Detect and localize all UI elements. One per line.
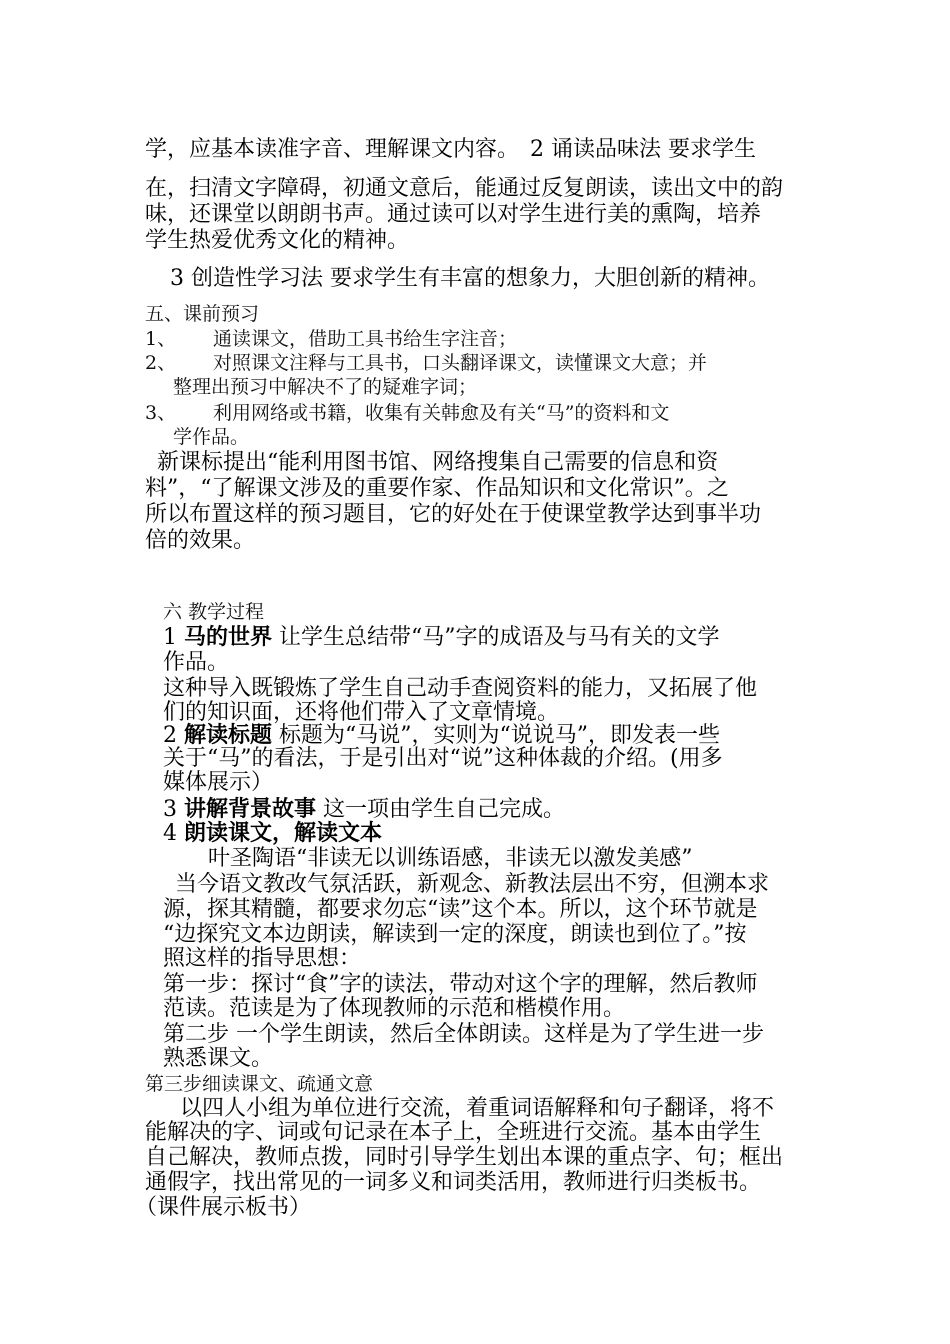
step-2-line (163, 722, 720, 749)
preview-item-number: 2、 (145, 352, 177, 374)
step-title: 朗读课文，解读文本 (184, 820, 383, 846)
preview-item-text: 通读课文，借助工具书给生字注音； (213, 328, 518, 350)
preview-item-text: 整理出预习中解决不了的疑难字词； (173, 376, 478, 398)
step-text-line: 们的知识面，还将他们带入了文章情境。 (163, 700, 560, 725)
preview-item-number: 3、 (145, 402, 177, 424)
step-3-line (163, 796, 565, 823)
step-number: 3 (163, 797, 184, 822)
step-text-line: 作品。 (163, 650, 230, 675)
sub-step-paragraph-line: （课件展示板书） (135, 1195, 312, 1220)
preview-item-text: 学作品。 (173, 426, 250, 448)
reading-paragraph-line: 照这样的指导思想： (163, 946, 362, 971)
quote-line: 叶圣陶语“非读无以训练语感，非读无以激发美感” (208, 846, 693, 871)
step-title: 解读标题 (184, 722, 273, 748)
preview-paragraph-line: 所以布置这样的预习题目，它的好处在于使课堂教学达到事半功 (145, 502, 762, 527)
preview-item-text: 对照课文注释与工具书，口头翻译课文，读懂课文大意；并 (213, 352, 708, 374)
sub-step-line: 熟悉课文。 (163, 1046, 274, 1071)
method-text-line: 学，应基本读准字音、理解课文内容。 2 诵读品味法 要求学生 (145, 137, 756, 162)
reading-paragraph-line: “边探究文本边朗读，解读到一定的深度，朗读也到位了。”按 (163, 922, 747, 947)
preview-item-number: 1、 (145, 328, 177, 350)
sub-step-line: 第二步 一个学生朗读，然后全体朗读。这样是为了学生进一步 (163, 1022, 764, 1047)
step-number: 4 (163, 821, 184, 846)
step-text: 这一项由学生自己完成。 (316, 797, 566, 822)
step-text-line: 关于“马”的看法，于是引出对“说”这种体裁的介绍。(用多 (163, 746, 723, 771)
step-title: 马的世界 (184, 624, 273, 650)
sub-step-paragraph-line: 以四人小组为单位进行交流，着重词语解释和句子翻译，将不 (180, 1096, 775, 1121)
method-text-line: 味，还课堂以朗朗书声。通过读可以对学生进行美的熏陶，培养 (145, 202, 762, 227)
step-4-line (163, 820, 382, 847)
preview-heading: 五、课前预习 (145, 303, 260, 325)
preview-paragraph-line: 料”，“了解课文涉及的重要作家、作品知识和文化常识”。之 (145, 476, 729, 501)
step-text: 标题为“马说”，实则为“说说马”，即发表一些 (272, 723, 720, 748)
step-1-line (163, 624, 720, 651)
reading-paragraph-line: 源，探其精髓，都要求勿忘“读”这个本。所以，这个环节就是 (163, 897, 758, 922)
sub-step-paragraph-line: 自己解决，教师点拨，同时引导学生划出本课的重点字、句；框出 (145, 1145, 784, 1170)
sub-step-line: 第一步：探讨“食”字的读法，带动对这个字的理解，然后教师 (163, 972, 758, 997)
sub-step-paragraph-line: 能解决的字、词或句记录在本子上，全班进行交流。基本由学生 (145, 1120, 762, 1145)
reading-paragraph-line: 当今语文教改气氛活跃，新观念、新教法层出不穷，但溯本求 (175, 872, 770, 897)
method-text-line: 学生热爱优秀文化的精神。 (145, 228, 410, 253)
sub-step-heading: 第三步细读课文、疏通文意 (145, 1073, 374, 1095)
method-text-line: 3 创造性学习法 要求学生有丰富的想象力，大胆创新的精神。 (170, 266, 770, 291)
process-heading: 六 教学过程 (163, 601, 265, 623)
step-title: 讲解背景故事 (184, 796, 317, 822)
preview-paragraph-line: 倍的效果。 (145, 528, 256, 553)
step-text: 让学生总结带“马”字的成语及与马有关的文学 (272, 625, 720, 650)
step-number: 1 (163, 625, 184, 650)
step-text-line: 媒体展示） (163, 770, 274, 795)
preview-item-text: 利用网络或书籍，收集有关韩愈及有关“马”的资料和文 (213, 402, 670, 424)
sub-step-line: 范读。范读是为了体现教师的示范和楷模作用。 (163, 996, 626, 1021)
step-text-line: 这种导入既锻炼了学生自己动手查阅资料的能力，又拓展了他 (163, 676, 758, 701)
step-number: 2 (163, 723, 184, 748)
sub-step-paragraph-line: 通假字，找出常见的一词多义和词类活用，教师进行归类板书。 (145, 1170, 762, 1195)
preview-paragraph-line: 新课标提出“能利用图书馆、网络搜集自己需要的信息和资 (157, 450, 719, 475)
method-text-line: 在，扫清文字障碍，初通文意后，能通过反复朗读，读出文中的韵 (145, 176, 784, 201)
